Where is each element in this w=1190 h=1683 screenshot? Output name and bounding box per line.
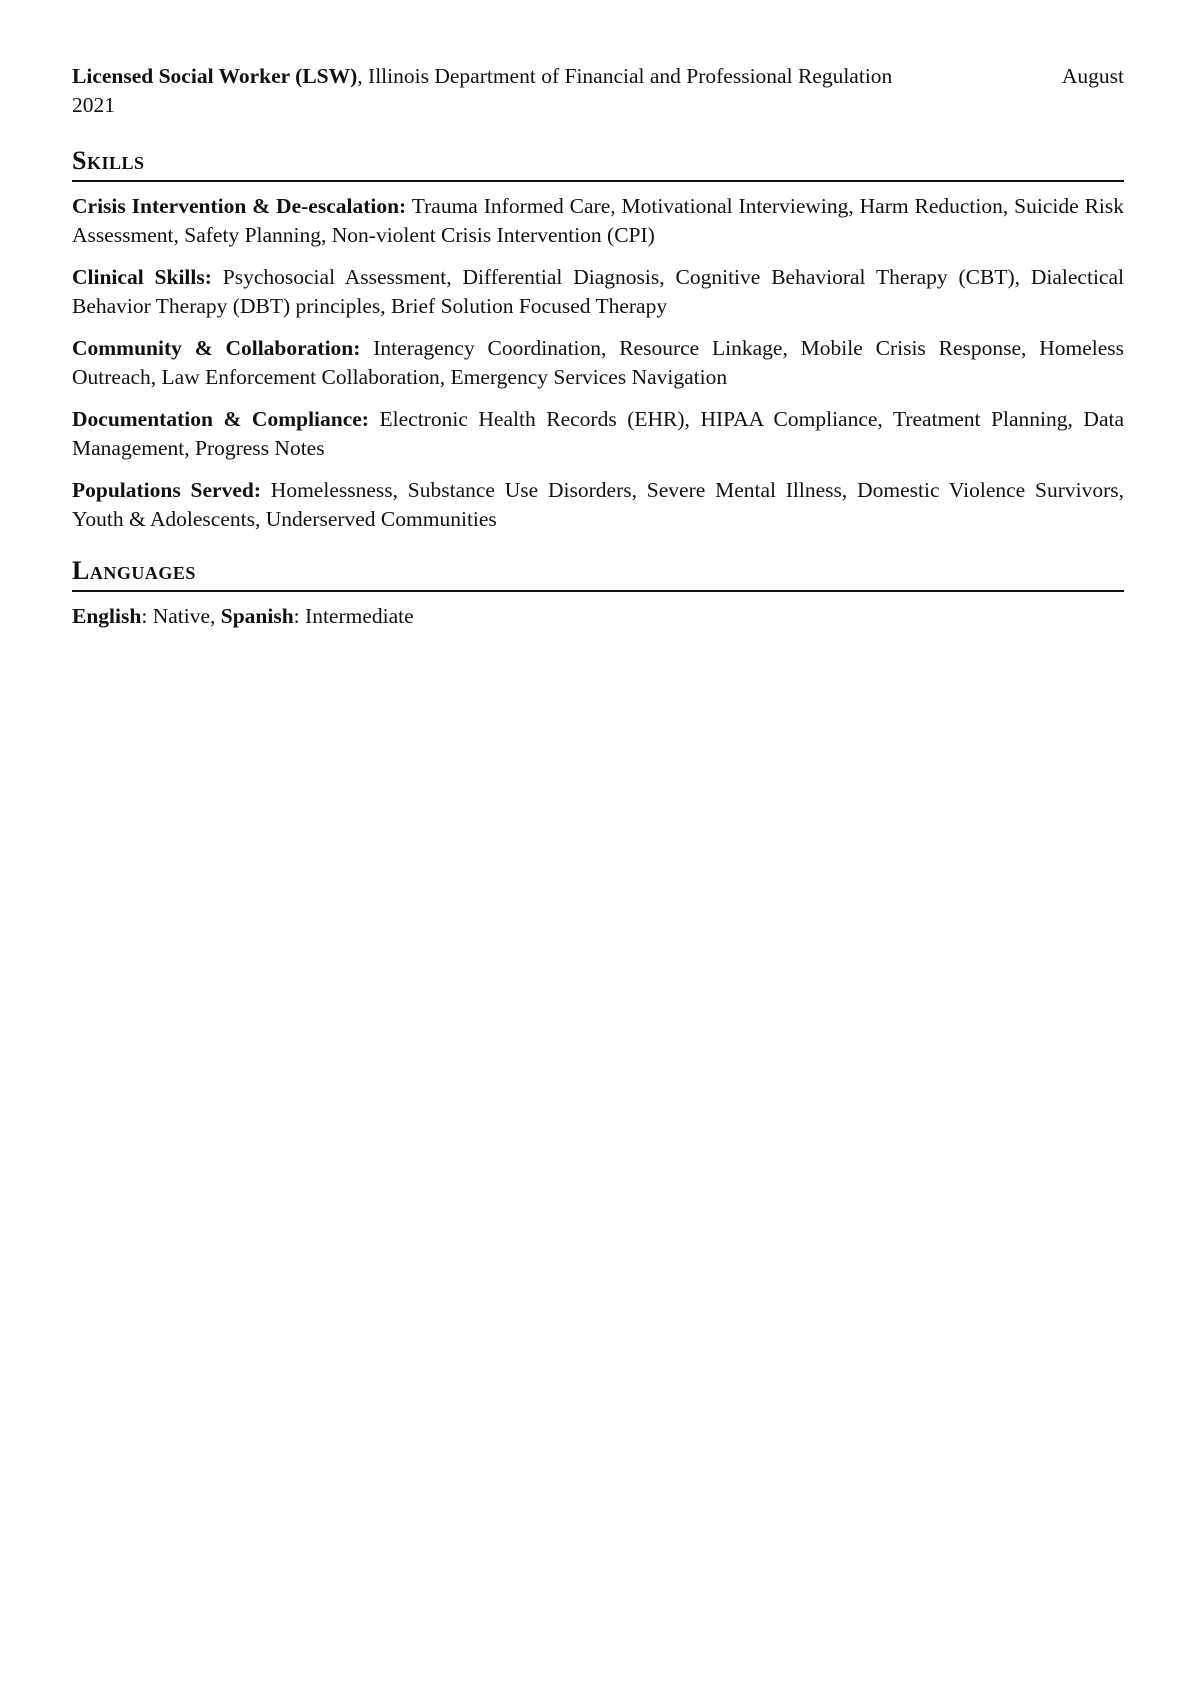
skills-heading: Skills (72, 144, 1124, 182)
language-name: Spanish (220, 604, 294, 628)
certification-title: Licensed Social Worker (LSW) (72, 64, 358, 88)
language-name: English (72, 604, 142, 628)
skill-text: Interagency Coordination, Resource Linkage, Mobile Crisis Response, Homeless Outreach, Law Enforcement Collaboration, Emergency Services Navigation (72, 336, 1125, 389)
certification-entry (72, 62, 1124, 120)
certification-separator: , (357, 64, 369, 88)
skill-label: Populations Served: (72, 478, 261, 502)
skill-item-clinical (72, 263, 1124, 321)
language-level: Intermediate (305, 604, 414, 628)
skill-label: Documentation & Compliance: (72, 407, 369, 431)
certification-issuer: Illinois Department of Financial and Professional Regulation (368, 64, 893, 88)
language-separator: : (293, 604, 306, 628)
language-level: Native (152, 604, 210, 628)
language-delimiter: , (210, 604, 221, 628)
skill-item-community (72, 334, 1124, 392)
skills-section (72, 144, 1124, 534)
skill-text: Psychosocial Assessment, Differential Diagnosis, Cognitive Behavioral Therapy (CBT), Dialectical Behavior Therapy (DBT) principles, Brief Solution Focused Therapy (72, 265, 1124, 318)
skill-label: Community & Collaboration: (72, 336, 361, 360)
certification-year: 2021 (72, 93, 115, 117)
certification-month: August (1061, 64, 1124, 88)
skill-text: Trauma Informed Care, Motivational Interviewing, Harm Reduction, Suicide Risk Assessment, Safety Planning, Non-violent Crisis Intervention (CPI) (72, 194, 1124, 247)
certification-date (1062, 62, 1124, 91)
languages-heading: Languages (72, 554, 1124, 592)
resume-page (72, 62, 1124, 631)
languages-section (72, 554, 1124, 631)
skill-text: Homelessness, Substance Use Disorders, Severe Mental Illness, Domestic Violence Survivors, Youth & Adolescents, Underserved Communities (72, 478, 1124, 531)
skill-item-crisis-intervention (72, 192, 1124, 250)
language-separator: : (141, 604, 153, 628)
skill-text: Electronic Health Records (EHR), HIPAA Compliance, Treatment Planning, Data Management, Progress Notes (72, 407, 1125, 460)
languages-list (72, 602, 1124, 631)
skill-item-documentation (72, 405, 1124, 463)
skill-item-populations (72, 476, 1124, 534)
skill-label: Crisis Intervention & De-escalation: (72, 194, 407, 218)
skill-label: Clinical Skills: (72, 265, 212, 289)
skills-list (72, 192, 1124, 534)
